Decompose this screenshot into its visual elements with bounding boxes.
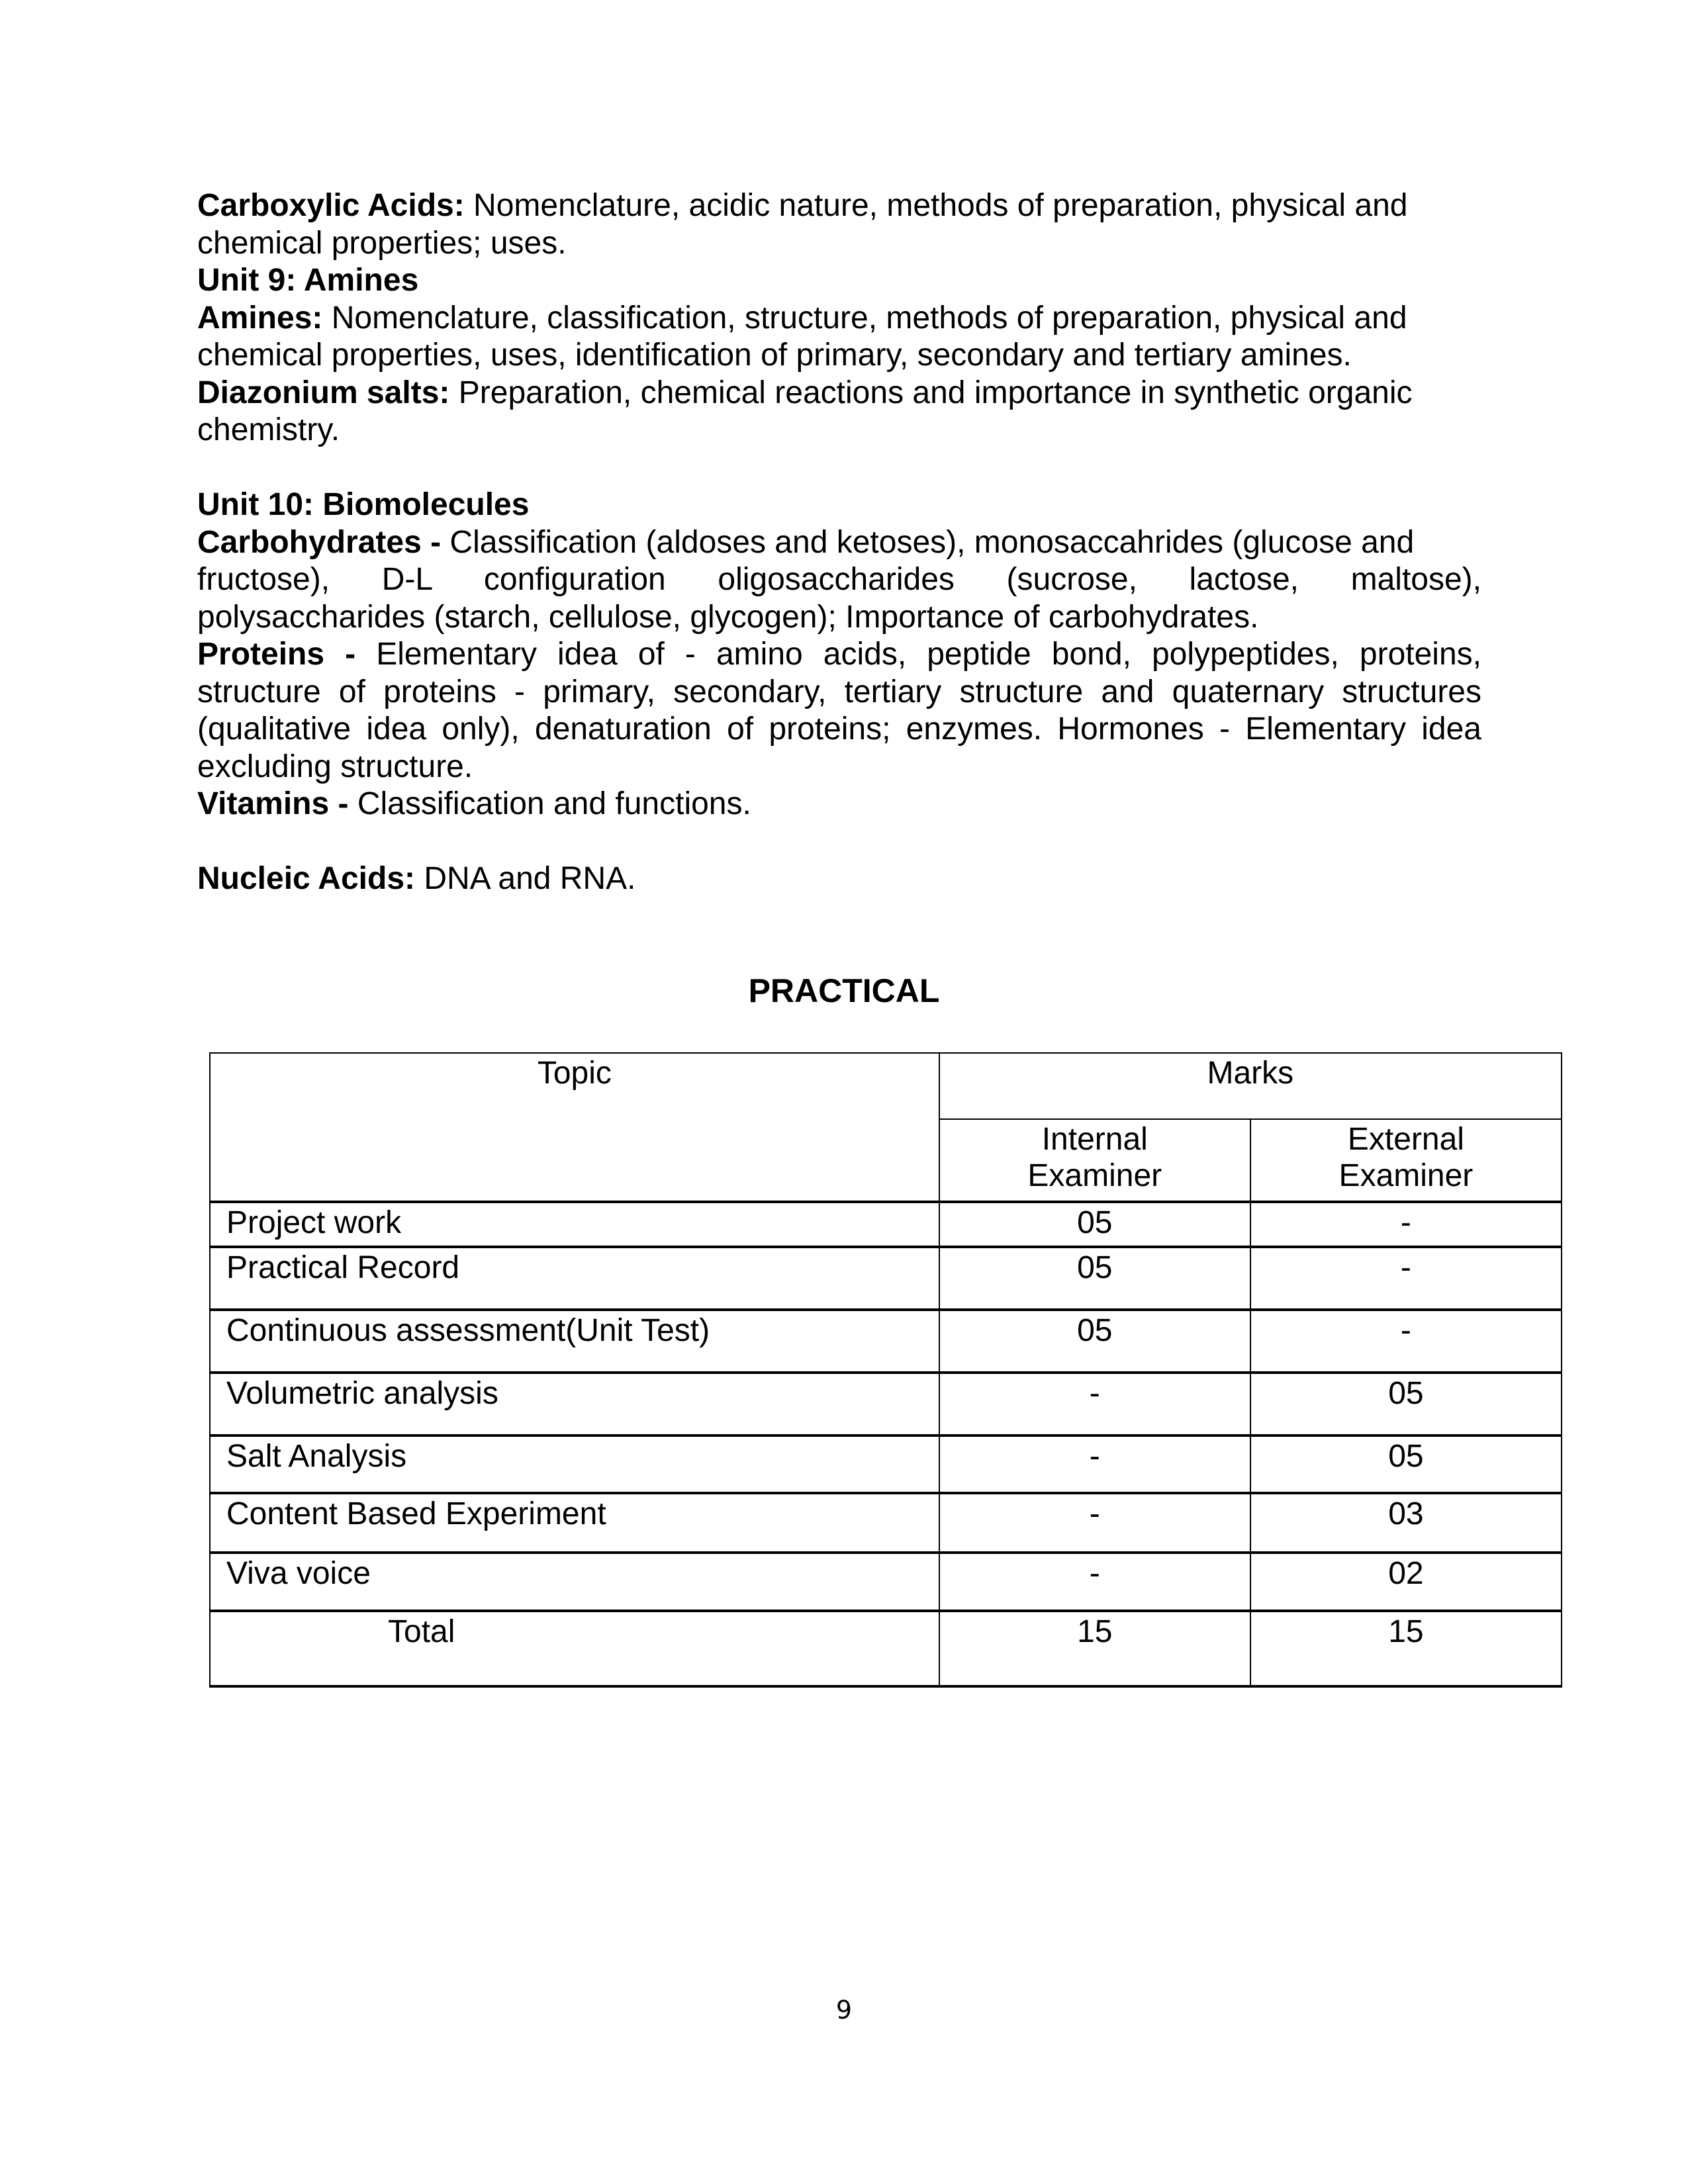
nucleic-acids-paragraph: Nucleic Acids: DNA and RNA. (197, 861, 636, 896)
spacer (197, 449, 1481, 487)
diazonium-line2: chemistry. (197, 412, 340, 447)
diazonium-paragraph: Diazonium salts: Preparation, chemical reactions and importance in synthetic organic (197, 375, 1413, 410)
carboxylic-acids-paragraph: Carboxylic Acids: Nomenclature, acidic nature, methods of preparation, physical and (197, 188, 1408, 223)
term-carbohydrates: Carbohydrates - (197, 524, 442, 560)
amines-paragraph: Amines: Nomenclature, classification, structure, methods of preparation, physical and (197, 300, 1407, 336)
carboxylic-acids-line2: chemical properties; uses. (197, 225, 567, 261)
row-external: - (1400, 1205, 1411, 1240)
header-topic: Topic (210, 1053, 939, 1202)
header-marks: Marks (939, 1053, 1562, 1119)
table-row (210, 1247, 1562, 1310)
carbohydrates-line3: polysaccharides (starch, cellulose, glycogen); Importance of carbohydrates. (197, 599, 1259, 635)
proteins-line3: (qualitative idea only), denaturation of proteins; enzymes. Hormones - Elementary idea (197, 711, 1481, 747)
row-internal: - (1089, 1556, 1100, 1591)
vitamins-paragraph: Vitamins - Classification and functions. (197, 786, 751, 821)
total-external: 15 (1388, 1614, 1424, 1649)
syllabus-body (197, 187, 1481, 898)
row-internal: - (1089, 1496, 1100, 1531)
term-diazonium-salts: Diazonium salts: (197, 375, 450, 410)
row-topic: Continuous assessment(Unit Test) (226, 1313, 710, 1348)
carbohydrates-paragraph: Carbohydrates - Classification (aldoses and ketoses), monosaccahrides (glucose and (197, 524, 1415, 560)
total-label: Total (388, 1614, 455, 1649)
term-vitamins: Vitamins - (197, 786, 349, 821)
practical-heading: PRACTICAL (748, 972, 940, 1009)
row-internal: - (1089, 1376, 1100, 1411)
proteins-line2: structure of proteins - primary, secondary, tertiary structure and quaternary structures (197, 674, 1481, 709)
table-total-row (210, 1611, 1562, 1686)
term-amines: Amines: (197, 300, 323, 336)
term-nucleic-acids: Nucleic Acids: (197, 861, 415, 896)
amines-line2: chemical properties, uses, identification of primary, secondary and tertiary amines. (197, 338, 1352, 373)
row-external: - (1400, 1250, 1411, 1285)
row-external: 02 (1388, 1556, 1424, 1591)
table-row (210, 1435, 1562, 1493)
table-row (210, 1373, 1562, 1435)
table-row (210, 1493, 1562, 1553)
row-external: - (1400, 1313, 1411, 1348)
term-proteins: Proteins - (197, 637, 356, 672)
row-internal: 05 (1077, 1250, 1113, 1285)
proteins-line4: excluding structure. (197, 749, 473, 784)
page-number: 9 (835, 1995, 853, 2025)
header-external-examiner: External Examiner (1250, 1119, 1562, 1202)
unit-9-heading: Unit 9: Amines (197, 263, 419, 298)
row-external: 05 (1388, 1439, 1424, 1474)
row-topic: Project work (226, 1205, 402, 1240)
row-external: 05 (1388, 1376, 1424, 1411)
table-header-row (210, 1053, 1562, 1119)
total-internal: 15 (1077, 1614, 1113, 1649)
row-topic: Practical Record (226, 1250, 460, 1285)
term-carboxylic-acids: Carboxylic Acids: (197, 188, 465, 223)
header-internal-examiner: Internal Examiner (939, 1119, 1250, 1202)
row-internal: 05 (1077, 1313, 1113, 1348)
row-topic: Volumetric analysis (226, 1376, 498, 1411)
table-row (210, 1553, 1562, 1611)
row-internal: - (1089, 1439, 1100, 1474)
spacer (197, 823, 1481, 861)
row-topic: Content Based Experiment (226, 1496, 606, 1531)
unit-10-heading: Unit 10: Biomolecules (197, 487, 530, 522)
table-row (210, 1202, 1562, 1247)
row-topic: Viva voice (226, 1556, 371, 1591)
proteins-paragraph: Proteins - Elementary idea of - amino acids, peptide bond, polypeptides, proteins, (197, 637, 1482, 672)
row-external: 03 (1388, 1496, 1424, 1531)
table-row (210, 1310, 1562, 1373)
row-topic: Salt Analysis (226, 1439, 407, 1474)
row-internal: 05 (1077, 1205, 1113, 1240)
carbohydrates-line2: fructose), D-L configuration oligosaccharides (sucrose, lactose, maltose), (197, 562, 1481, 597)
practical-marks-table (209, 1052, 1562, 1688)
